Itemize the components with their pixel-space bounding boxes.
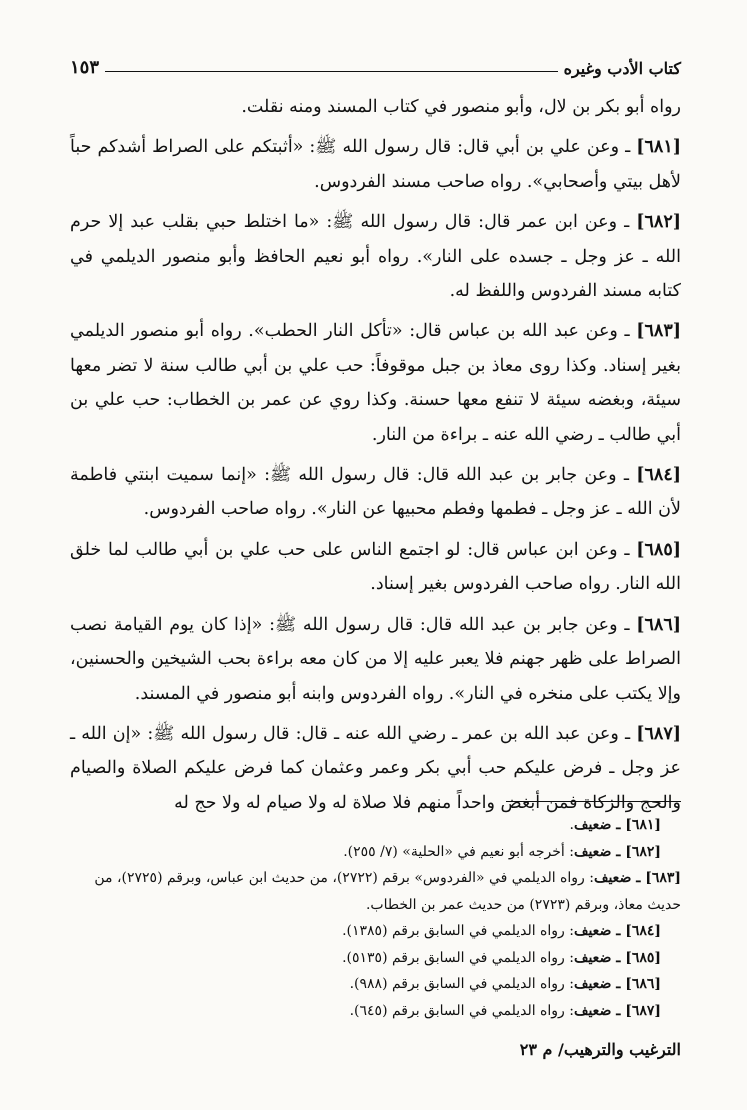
hadith-number: [٦٨٢] [636,212,681,233]
hadith-number: [٦٨٤] [636,465,681,486]
hadith-text: ـ وعن جابر بن عبد الله قال: قال رسول الله ﷺ: «إنما سميت ابنتي فاطمة لأن الله ـ عز وجل ـ فطمها وفطم محبيها عن النار». رواه صاحب الفردوس. [70,465,681,520]
hadith-text: ـ وعن ابن عمر قال: قال رسول الله ﷺ: «ما اختلط حبي بقلب عبد إلا حرم الله ـ عز وجل ـ جسده على النار». رواه أبو نعيم الحافظ وأبو منصور الديلمي في كتابه مسند الفردوس واللفظ له. [70,212,681,302]
hadith-number: [٦٨٦] [636,614,681,635]
hadith-687 [70,717,681,820]
footnote-separator [506,801,681,802]
hadith-text: ـ وعن عبد الله بن عباس قال: «تأكل النار الحطب». رواه أبو منصور الديلمي بغير إسناد. وكذا روى معاذ بن جبل موقوفاً: حب علي بن أبي طالب سنة لا تضر معها سيئة، وبغضه سيئة لا تنفع معها حسنة. وكذا روي عن عمر بن الخطاب: حب علي بن أبي طالب ـ رضي الله عنه ـ براءة من النار. [70,321,681,445]
hadith-681 [70,130,681,199]
footnote-684: [٦٨٤] ـ ضعيف: رواه الديلمي في السابق برقم (١٣٨٥). [342,923,661,939]
hadith-text: ـ وعن علي بن أبي قال: قال رسول الله ﷺ: «أثبتكم على الصراط أشدكم حباً لأهل بيتي وأصحابي». رواه صاحب مسند الفردوس. [70,137,681,192]
hadith-682 [70,205,681,308]
running-title: كتاب الأدب وغيره [563,59,681,78]
footnotes [70,812,681,1024]
page-number: ١٥٣ [70,57,100,78]
hadith-number: [٦٨١] [636,137,681,158]
page-header [70,52,681,78]
hadith-number: [٦٨٧] [636,723,681,744]
hadith-685 [70,533,681,602]
signature-mark: الترغيب والترهيب/ م ٢٣ [519,1040,681,1059]
footnote-687: [٦٨٧] ـ ضعيف: رواه الديلمي في السابق برقم (٦٤٥). [349,1002,661,1019]
hadith-686 [70,608,681,711]
footnote-686: [٦٨٦] ـ ضعيف: رواه الديلمي في السابق برقم (٩٨٨). [349,976,661,992]
footnote-685: [٦٨٥] ـ ضعيف: رواه الديلمي في السابق برقم (٥١٣٥). [342,949,661,966]
header-rule [105,71,558,72]
main-text [70,90,681,820]
footnote-683: [٦٨٣] ـ ضعيف: رواه الديلمي في «الفردوس» برقم (٢٧٢٢)، من حديث ابن عباس، وبرقم (٢٧٢٥)، من حديث معاذ، وبرقم (٢٧٢٣) من حديث عمر بن الخطاب. [94,870,681,913]
hadith-text: ـ وعن جابر بن عبد الله قال: قال رسول الله ﷺ: «إذا كان يوم القيامة نصب الصراط على ظهر جهنم فلا يعبر عليه إلا من كان معه براءة بحب الشيخين والحسنين، وإلا يكتب على منخره في النار». رواه الفردوس وابنه أبو منصور في المسند. [70,614,681,704]
hadith-number: [٦٨٥] [636,539,681,560]
hadith-number: [٦٨٣] [636,321,681,342]
hadith-text: ـ وعن عبد الله بن عمر ـ رضي الله عنه ـ قال: قال رسول الله ﷺ: «إن الله ـ عز وجل ـ فرض عليكم حب أبي بكر وعمر وعثمان كما فرض عليكم الصلاة والصيام والحج والزكاة فمن أبغض واحداً منهم فلا صلاة له ولا صيام له ولا حج له [70,723,681,813]
footnote-682: [٦٨٢] ـ ضعيف: أخرجه أبو نعيم في «الحلية» (٧/ ٢٥٥). [343,843,661,860]
paragraph-continuation: رواه أبو بكر بن لال، وأبو منصور في كتاب المسند ومنه نقلت. [241,97,681,117]
footnote-681: [٦٨١] ـ ضعيف. [569,817,661,833]
hadith-text: ـ وعن ابن عباس قال: لو اجتمع الناس على حب علي بن أبي طالب لما خلق الله النار. رواه صاحب الفردوس بغير إسناد. [70,539,681,595]
hadith-684 [70,458,681,527]
hadith-683 [70,314,681,452]
